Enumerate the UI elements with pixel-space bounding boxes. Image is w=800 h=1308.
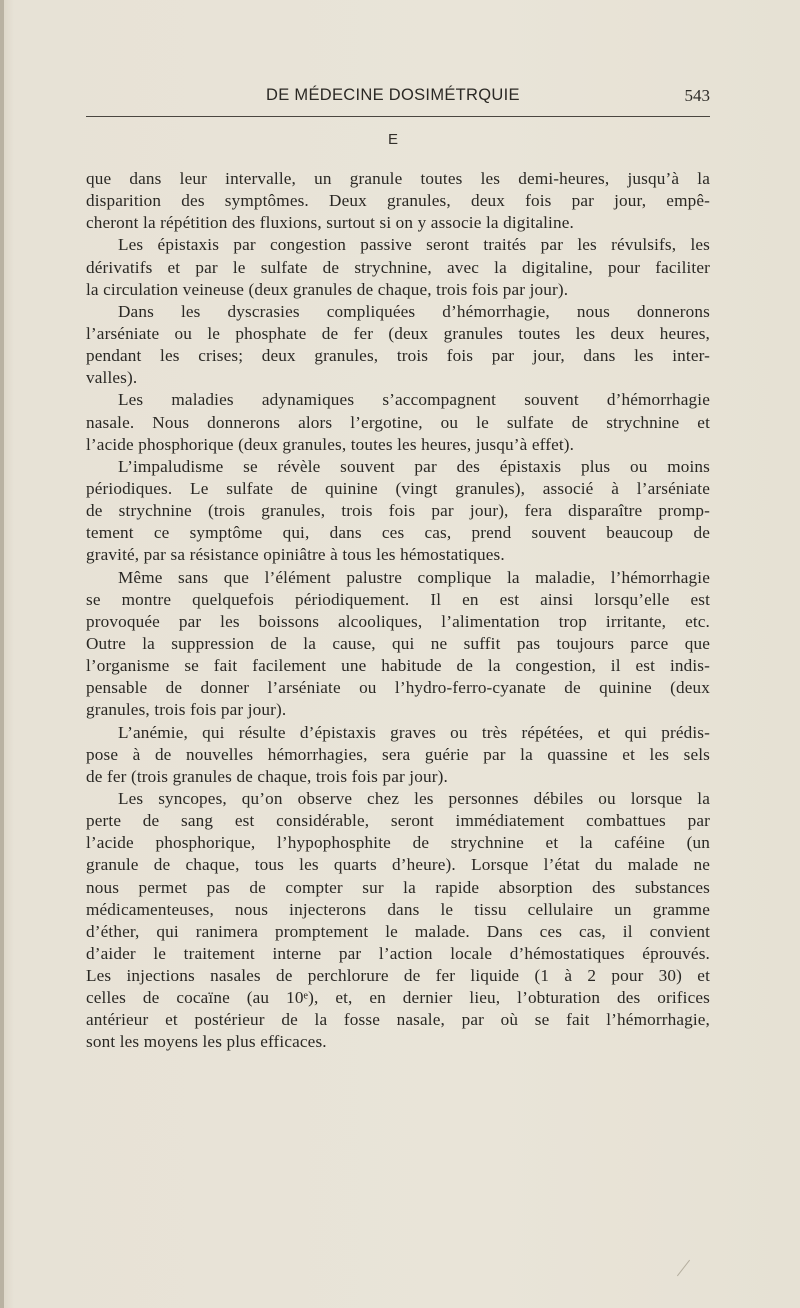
- text-line: l’acide phosphorique, l’hypophosphite de strychnine et la caféine (un: [86, 833, 710, 853]
- paper-mark: [677, 1260, 690, 1276]
- text-line: L’anémie, qui résulte d’épistaxis graves ou très répétées, et qui prédis-: [118, 722, 710, 742]
- text-line: d’éther, qui ranimera promptement le malade. Dans ces cas, il convient: [86, 921, 710, 941]
- page-header: [86, 86, 710, 110]
- text-line: antérieur et postérieur de la fosse nasale, par où se fait l’hémorrhagie,: [86, 1010, 710, 1030]
- text-line: Même sans que l’élément palustre complique la maladie, l’hémorrhagie: [118, 567, 710, 587]
- text-line: celles de cocaïne (au 10ᵉ), et, en dernier lieu, l’obturation des orifices: [86, 988, 710, 1008]
- page-number: 543: [684, 86, 710, 105]
- text-line: Dans les dyscrasies compliquées d’hémorrhagie, nous donnerons: [118, 301, 710, 321]
- text-line: Outre la suppression de la cause, qui ne suffit pas toujours parce que: [86, 633, 710, 653]
- text-line: que dans leur intervalle, un granule toutes les demi-heures, jusqu’à la: [86, 169, 710, 188]
- text-line: disparition des symptômes. Deux granules, deux fois par jour, empê-: [86, 191, 710, 211]
- text-line: médicamenteuses, nous injecterons dans le tissu cellulaire un gramme: [86, 899, 710, 919]
- page-binding-edge: [0, 0, 4, 1308]
- text-line: nous permet pas de compter sur la rapide absorption des substances: [86, 877, 710, 897]
- text-line: la circulation veineuse (deux granules de chaque, trois fois par jour).: [86, 279, 569, 299]
- text-line: tement ce symptôme qui, dans ces cas, prend souvent beaucoup de: [86, 523, 710, 543]
- text-line: de fer (trois granules de chaque, trois fois par jour).: [86, 766, 448, 786]
- text-line: granule de chaque, tous les quarts d’heure). Lorsque l’état du malade ne: [86, 855, 710, 875]
- text-line: sont les moyens les plus efficaces.: [86, 1032, 327, 1052]
- text-line: l’arséniate ou le phosphate de fer (deux granules toutes les deux heures,: [86, 323, 710, 343]
- text-line: se montre quelquefois périodiquement. Il en est ainsi lorsqu’elle est: [86, 589, 710, 609]
- text-line: pendant les crises; deux granules, trois fois par jour, dans les inter-: [86, 346, 710, 366]
- text-line: cheront la répétition des fluxions, surtout si on y associe la digitaline.: [86, 213, 574, 233]
- text-line: l’acide phosphorique (deux granules, toutes les heures, jusqu’à effet).: [86, 434, 575, 454]
- text-line: Les épistaxis par congestion passive seront traités par les révulsifs, les: [118, 235, 710, 255]
- text-line: périodiques. Le sulfate de quinine (vingt granules), associé à l’arséniate: [86, 478, 710, 498]
- text-line: pose à de nouvelles hémorrhagies, sera guérie par la quassine et les sels: [86, 744, 710, 764]
- body-text: [86, 168, 710, 1054]
- text-line: dérivatifs et par le sulfate de strychnine, avec la digitaline, pour faciliter: [86, 257, 710, 277]
- text-line: l’organisme se fait facilement une habitude de la congestion, il est indis-: [86, 656, 710, 676]
- text-line: nasale. Nous donnerons alors l’ergotine, ou le sulfate de strychnine et: [86, 412, 710, 432]
- text-line: L’impaludisme se révèle souvent par des épistaxis plus ou moins: [118, 456, 710, 476]
- header-rule: [86, 116, 710, 117]
- text-line: granules, trois fois par jour).: [86, 700, 287, 720]
- text-line: perte de sang est considérable, seront immédiatement combattues par: [86, 811, 710, 831]
- text-line: provoquée par les boissons alcooliques, l’alimentation trop irritante, etc.: [86, 611, 710, 631]
- signature-mark: E: [388, 131, 399, 148]
- text-line: Les syncopes, qu’on observe chez les personnes débiles ou lorsque la: [118, 788, 710, 808]
- running-title: DE MÉDECINE DOSIMÉTRQUIE: [266, 86, 520, 104]
- text-line: d’aider le traitement interne par l’action locale d’hémostatiques éprouvés.: [86, 943, 710, 963]
- text-line: pensable de donner l’arséniate ou l’hydro-ferro-cyanate de quinine (deux: [86, 678, 710, 698]
- text-line: gravité, par sa résistance opiniâtre à tous les hémostatiques.: [86, 545, 505, 565]
- text-line: valles).: [86, 368, 138, 388]
- text-line: Les maladies adynamiques s’accompagnent souvent d’hémorrhagie: [118, 390, 710, 410]
- text-line: de strychnine (trois granules, trois fois par jour), fera disparaître promp-: [86, 501, 710, 521]
- text-line: Les injections nasales de perchlorure de fer liquide (1 à 2 pour 30) et: [86, 966, 710, 986]
